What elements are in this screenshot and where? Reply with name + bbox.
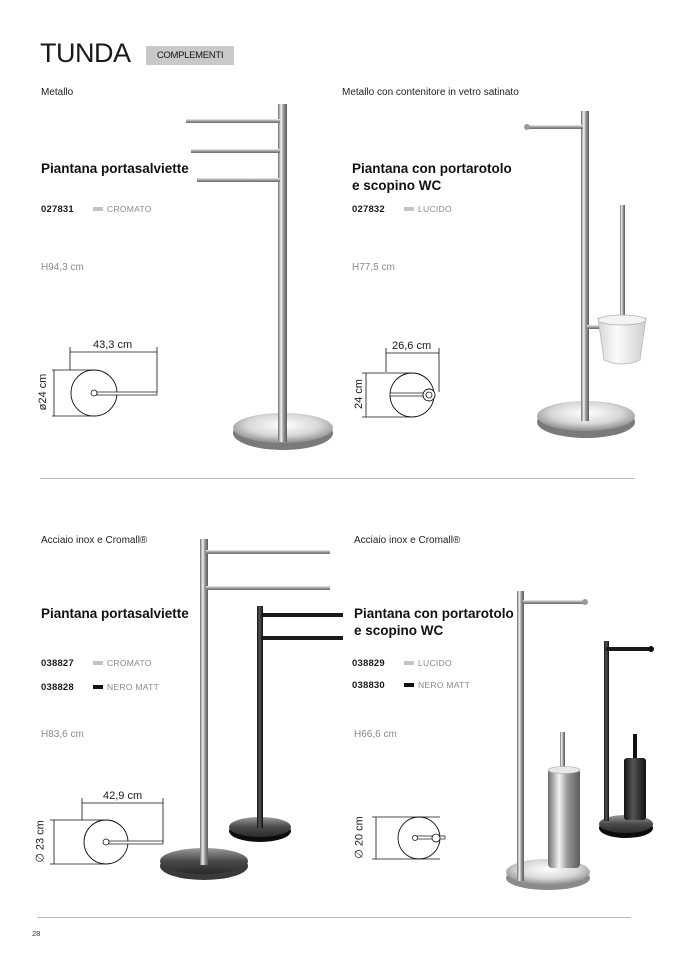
product-4-name-line1: Piantana con portarotolo bbox=[354, 606, 514, 621]
product-code: 027832 bbox=[352, 203, 385, 215]
product-1-material: Metallo bbox=[41, 87, 74, 98]
finish-label: CROMATO bbox=[107, 658, 152, 668]
product-2-material: Metallo con contenitore in vetro satinato bbox=[342, 87, 519, 98]
product-3-height: H83,6 cm bbox=[41, 729, 84, 740]
product-code: 038828 bbox=[41, 681, 74, 693]
finish-label: LUCIDO bbox=[418, 658, 452, 668]
product-code: 038829 bbox=[352, 657, 385, 669]
product-4-height: H66,6 cm bbox=[354, 729, 397, 740]
product-code: 027831 bbox=[41, 203, 74, 215]
product-3-depth-dimension: ∅ 23 cm bbox=[34, 820, 47, 863]
product-4-depth-dimension: ∅ 20 cm bbox=[353, 816, 366, 859]
page-title: TUNDA bbox=[40, 38, 131, 68]
product-1-depth-dimension: ø24 cm bbox=[37, 373, 49, 411]
product-1-name: Piantana portasalviette bbox=[41, 161, 189, 176]
product-3-width-dimension: 42,9 cm bbox=[103, 790, 143, 802]
finish-label: NERO MATT bbox=[107, 682, 160, 692]
product-2-depth-dimension: 24 cm bbox=[353, 379, 365, 409]
finish-label: CROMATO bbox=[107, 204, 152, 214]
finish-label: NERO MATT bbox=[418, 680, 471, 690]
product-4-material: Acciaio inox e Cromall® bbox=[354, 535, 461, 546]
product-3-material: Acciaio inox e Cromall® bbox=[41, 535, 148, 546]
page-number: 28 bbox=[32, 929, 41, 938]
product-2-name-line2: e scopino WC bbox=[352, 178, 442, 193]
product-1-width-dimension: 43,3 cm bbox=[93, 339, 133, 351]
product-1-height: H94,3 cm bbox=[41, 262, 84, 273]
product-2-width-dimension: 26,6 cm bbox=[392, 340, 432, 352]
product-3-name: Piantana portasalviette bbox=[41, 606, 189, 621]
footer-divider bbox=[37, 917, 631, 918]
product-2-name-line1: Piantana con portarotolo bbox=[352, 161, 512, 176]
product-code: 038830 bbox=[352, 679, 385, 691]
product-2-height: H77,5 cm bbox=[352, 262, 395, 273]
finish-label: LUCIDO bbox=[418, 204, 452, 214]
product-code: 038827 bbox=[41, 657, 74, 669]
category-badge: COMPLEMENTI bbox=[146, 46, 234, 65]
product-4-name-line2: e scopino WC bbox=[354, 623, 444, 638]
